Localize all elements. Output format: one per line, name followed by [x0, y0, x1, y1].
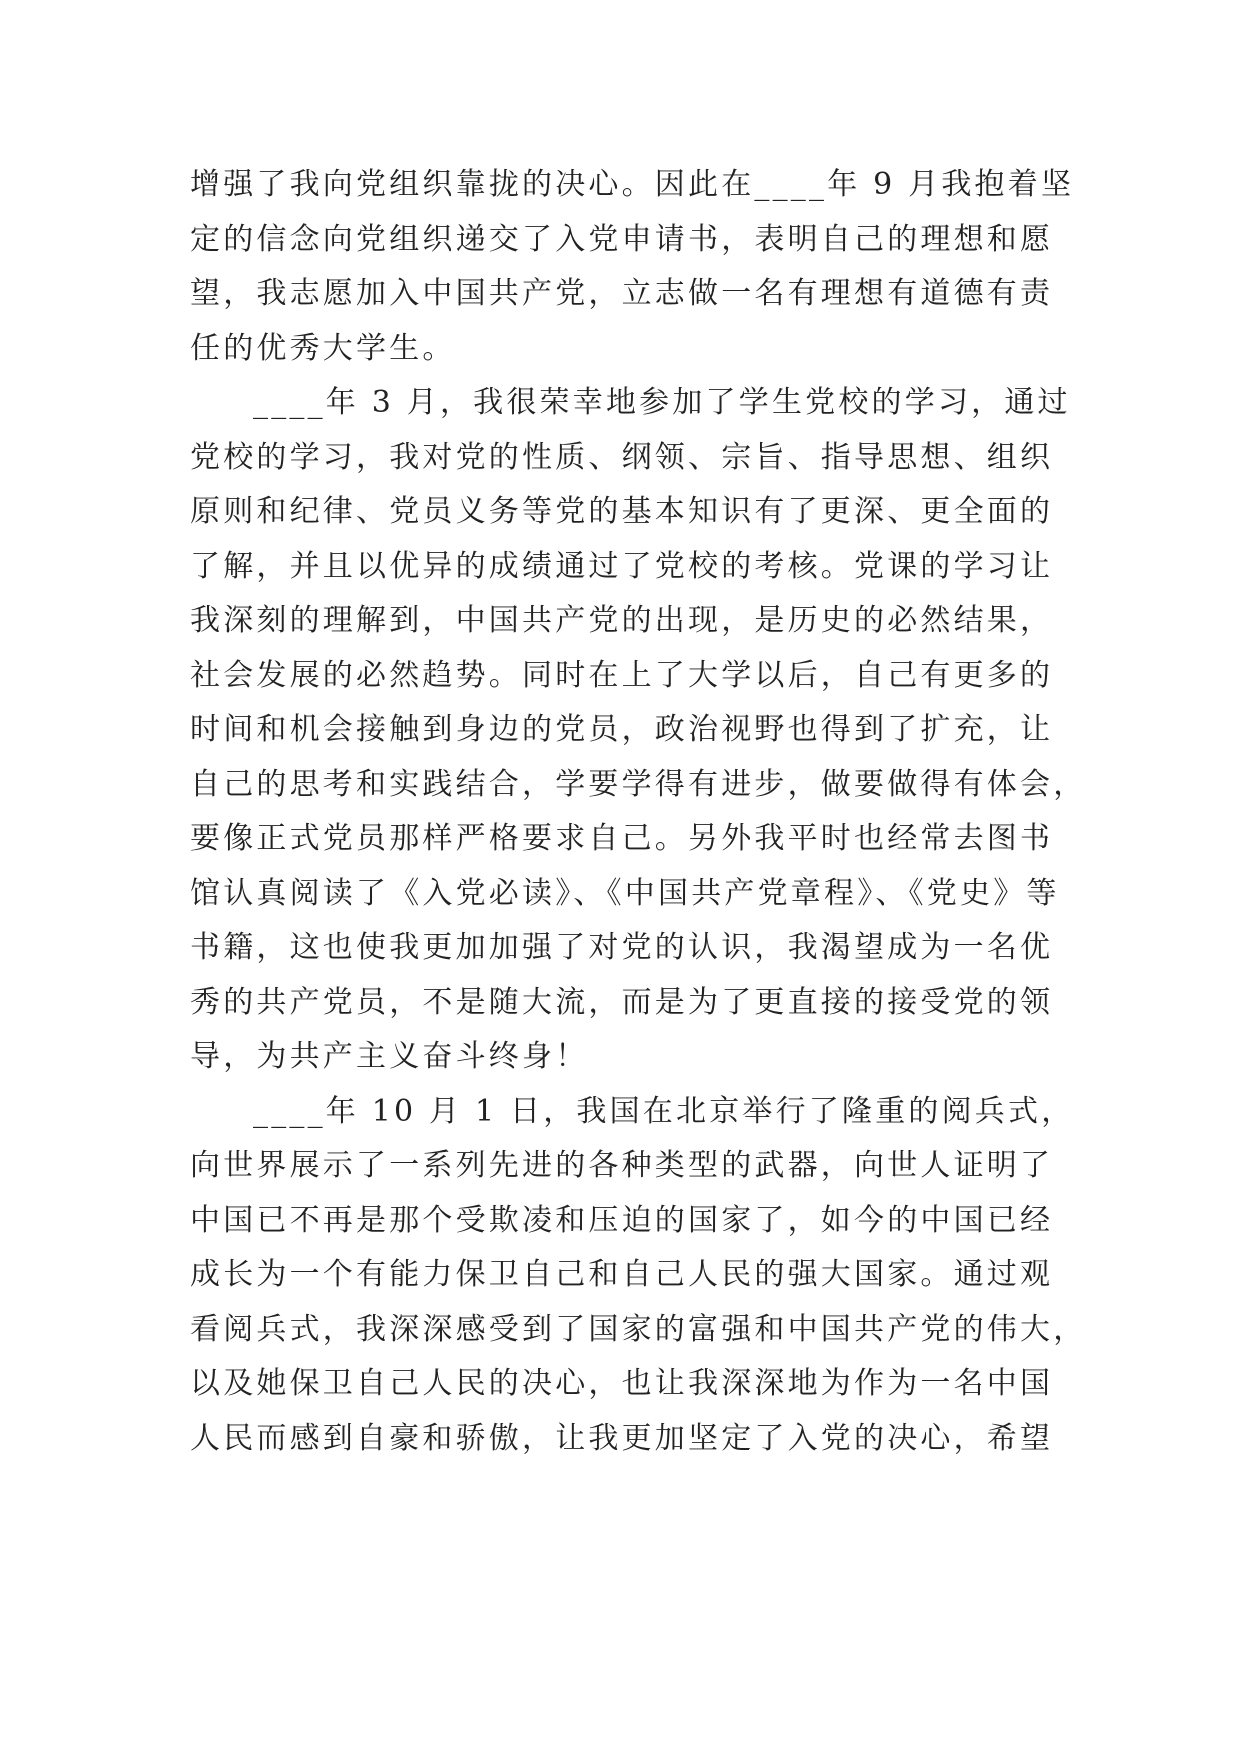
text-line: 导，为共产主义奋斗终身！	[190, 1039, 589, 1074]
text-line: 以及她保卫自己人民的决心，也让我深深地为作为一名中国	[190, 1366, 1054, 1401]
text-line: 向世界展示了一系列先进的各种类型的武器，向世人证明了	[190, 1148, 1054, 1183]
text-line: 秀的共产党员，不是随大流，而是为了更直接的接受党的领	[190, 984, 1054, 1020]
text-line: 成长为一个有能力保卫自己和自己人民的强大国家。通过观	[190, 1257, 1054, 1292]
text-line: 了解，并且以优异的成绩通过了党校的考核。党课的学习让	[190, 548, 1054, 584]
text-line: 定的信念向党组织递交了入党申请书，表明自己的理想和愿	[190, 221, 1054, 257]
text-line: 社会发展的必然趋势。同时在上了大学以后，自己有更多的	[190, 657, 1054, 693]
document-body	[190, 158, 1087, 1466]
text-line: 书籍，这也使我更加加强了对党的认识，我渴望成为一名优	[190, 930, 1054, 965]
text-line: 自己的思考和实践结合，学要学得有进步，做要做得有体会，	[190, 766, 1087, 802]
text-line: 原则和纪律、党员义务等党的基本知识有了更深、更全面的	[190, 494, 1054, 529]
text-line: 馆认真阅读了《入党必读》、《中国共产党章程》、《党史》等	[190, 875, 1060, 911]
text-line: 增强了我向党组织靠拢的决心。因此在____年 9 月我抱着坚	[190, 167, 1075, 202]
text-line: 任的优秀大学生。	[190, 330, 456, 366]
text-line: 要像正式党员那样严格要求自己。另外我平时也经常去图书	[190, 821, 1054, 856]
paragraph-start-line: ____年 3 月，我很荣幸地参加了学生党校的学习，通过	[253, 385, 1071, 420]
text-line: 人民而感到自豪和骄傲，让我更加坚定了入党的决心，希望	[190, 1420, 1054, 1456]
text-line: 党校的学习，我对党的性质、纲领、宗旨、指导思想、组织	[190, 439, 1054, 475]
text-line: 我深刻的理解到，中国共产党的出现，是历史的必然结果，	[190, 603, 1054, 638]
text-line: 时间和机会接触到身边的党员，政治视野也得到了扩充，让	[190, 712, 1054, 747]
text-line: 望，我志愿加入中国共产党，立志做一名有理想有道德有责	[190, 276, 1054, 311]
paragraph-start-line: ____年 10 月 1 日，我国在北京举行了隆重的阅兵式，	[253, 1093, 1075, 1129]
text-line: 看阅兵式，我深深感受到了国家的富强和中国共产党的伟大，	[190, 1311, 1087, 1347]
text-line: 中国已不再是那个受欺凌和压迫的国家了，如今的中国已经	[190, 1202, 1054, 1238]
